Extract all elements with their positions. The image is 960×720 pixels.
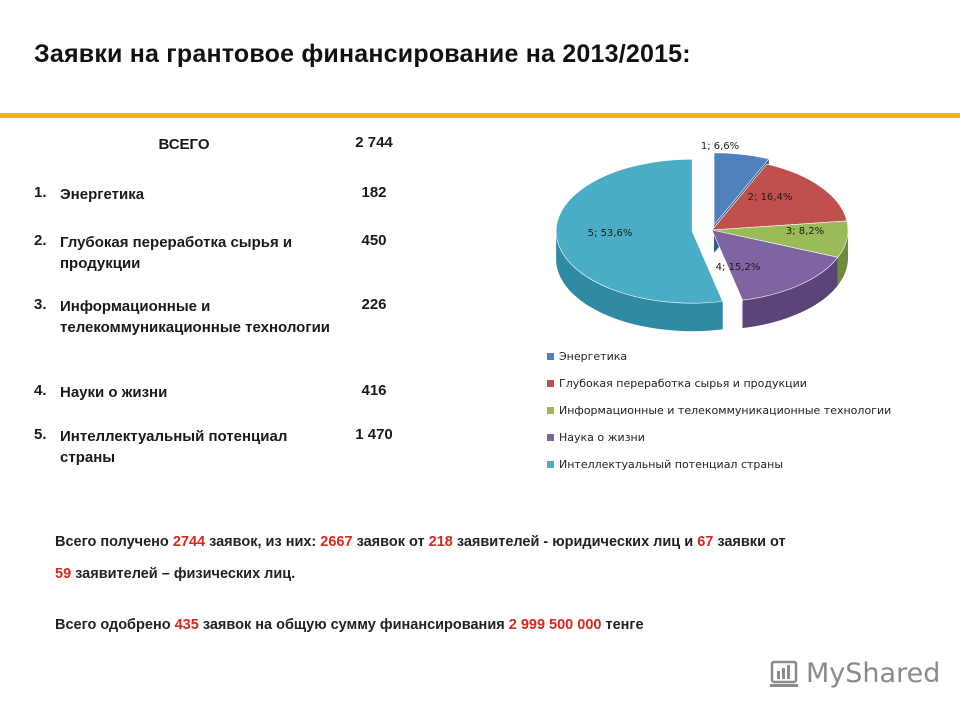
row-number: 2. (34, 232, 47, 249)
data-label: 3; 8,2% (785, 226, 825, 237)
page-title: Заявки на грантовое финансирование на 2013/2015: (34, 40, 691, 68)
data-label: 5; 53,6% (587, 228, 633, 239)
summary-text: заявителей - юридических лиц и (452, 534, 698, 550)
row-value: 1 470 (355, 426, 393, 443)
row-number: 4. (34, 382, 47, 399)
divider (0, 113, 960, 118)
legend-swatch (547, 434, 554, 441)
summary-text: заявок от (352, 534, 429, 550)
summary-text: Всего одобрено (55, 617, 175, 633)
row-value: 226 (361, 296, 387, 313)
summary-line-2 (55, 566, 295, 582)
legend-swatch (547, 353, 554, 360)
logo-text: MyShared (806, 658, 941, 689)
highlight-number: 2 999 500 000 (508, 617, 602, 633)
row-value: 450 (361, 232, 387, 249)
row-label: Энергетика (60, 186, 145, 203)
row-label: Интеллектуальный потенциал страны (60, 428, 288, 466)
row-label: Информационные и телекоммуникационные технологии (60, 298, 331, 336)
row-number: 1. (34, 184, 47, 201)
data-label: 2; 16,4% (747, 192, 793, 203)
row-number: 5. (34, 426, 47, 443)
summary-text: заявок на общую сумму финансирования (198, 617, 509, 633)
highlight-number: 59 (55, 566, 72, 582)
data-label: 4; 15,2% (715, 262, 761, 273)
legend-swatch (547, 407, 554, 414)
summary-text: тенге (601, 617, 644, 633)
summary-text: заявки от (713, 534, 786, 550)
highlight-number: 67 (697, 534, 714, 550)
summary-line-3 (55, 617, 644, 633)
myshared-logo (768, 655, 941, 695)
row-label: Глубокая переработка сырья и продукции (60, 234, 293, 272)
row-number: 3. (34, 296, 47, 313)
total-value: 2 744 (355, 134, 393, 151)
summary-line-1 (55, 534, 786, 550)
pie-chart (540, 130, 960, 500)
row-value: 416 (361, 382, 387, 399)
summary-text: Всего получено (55, 534, 173, 550)
row-label: Науки о жизни (60, 384, 168, 401)
legend-label: Интеллектуальный потенциал страны (559, 458, 784, 471)
presentation-icon (768, 657, 804, 693)
legend-label: Наука о жизни (559, 431, 645, 444)
legend-label: Энергетика (559, 350, 628, 363)
legend-label: Глубокая переработка сырья и продукции (559, 377, 807, 390)
legend-label: Информационные и телекоммуникационные технологии (559, 404, 892, 417)
pie-chart-svg (540, 130, 960, 350)
summary-text: заявителей – физических лиц. (71, 566, 296, 582)
legend-swatch (547, 461, 554, 468)
summary-text: заявок, из них: (205, 534, 321, 550)
row-value: 182 (361, 184, 387, 201)
highlight-number: 435 (174, 617, 199, 633)
total-label: ВСЕГО (158, 136, 210, 153)
highlight-number: 2744 (172, 534, 206, 550)
legend-swatch (547, 380, 554, 387)
data-label: 1; 6,6% (700, 141, 740, 152)
highlight-number: 2667 (320, 534, 353, 550)
highlight-number: 218 (428, 534, 453, 550)
